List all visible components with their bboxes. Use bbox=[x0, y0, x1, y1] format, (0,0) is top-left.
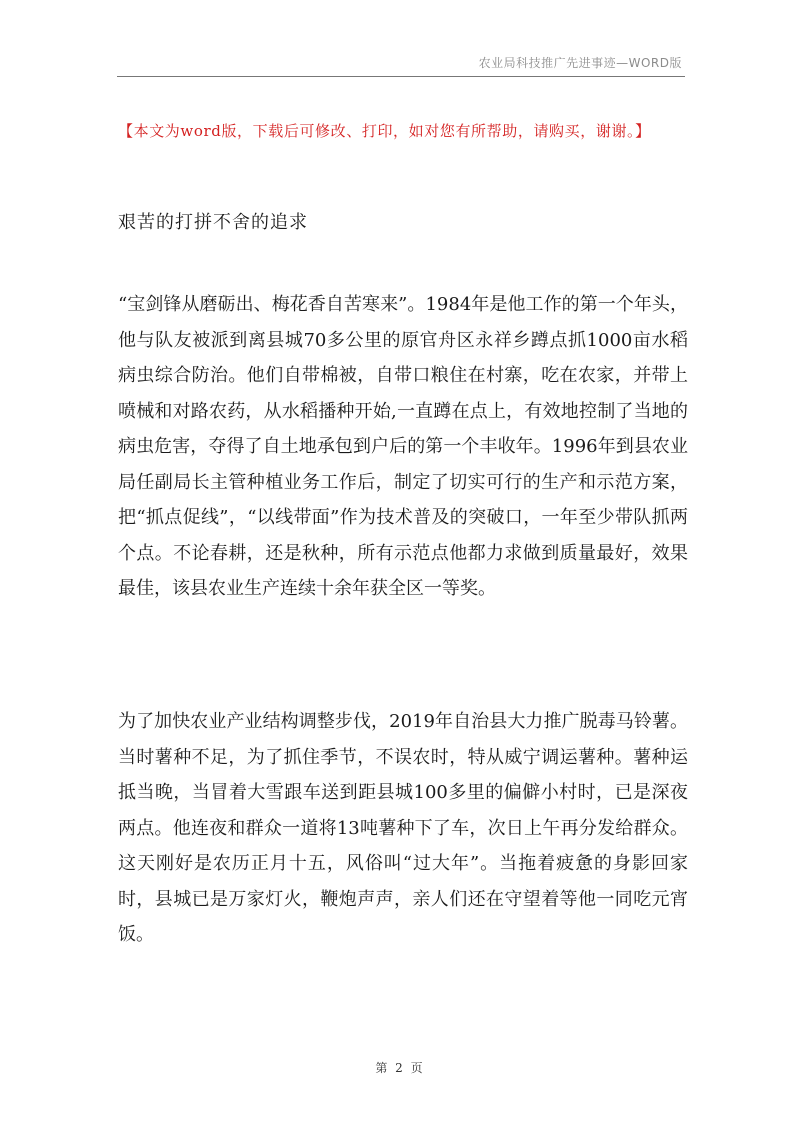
section-heading: 艰苦的打拼不舍的追求 bbox=[118, 212, 308, 233]
body-paragraph: 为了加快农业产业结构调整步伐，2019年自治县大力推广脱毒马铃薯。当时薯种不足，为了抓住季节，不误农时，特从威宁调运薯种。薯种运抵当晚，当冒着大雪跟车送到距县城100多里的偏僻小村时，已是深夜两点。他连夜和群众一道将13吨薯种下了车，次日上午再分发给群众。这天刚好是农历正月十五，风俗叫“过大年”。当拖着疲惫的身影回家时，县城已是万家灯火，鞭炮声声，亲人们还在守望着等他一同吃元宵饭。 bbox=[118, 711, 688, 945]
page-number: 第 2 页 bbox=[375, 1061, 425, 1075]
header-divider bbox=[117, 76, 685, 77]
purchase-notice: 【本文为word版，下载后可修改、打印，如对您有所帮助，请购买，谢谢。】 bbox=[118, 122, 651, 140]
body-paragraph: “宝剑锋从磨砺出、梅花香自苦寒来”。1984年是他工作的第一个年头，他与队友被派到离县城70多公里的原官舟区永祥乡蹲点抓1000亩水稻病虫综合防治。他们自带棉被，自带口粮住在村寨，吃在农家，并带上喷械和对路农药，从水稻播种开始,一直蹲在点上，有效地控制了当地的病虫危害，夺得了自土地承包到户后的第一个丰收年。1996年到县农业局任副局长主管种植业务工作后，制定了切实可行的生产和示范方案，把“抓点促线”，“以线带面”作为技术普及的突破口，一年至少带队抓两个点。不论春耕，还是秋种，所有示范点他都力求做到质量最好，效果最佳，该县农业生产连续十余年获全区一等奖。 bbox=[118, 294, 688, 599]
running-header: 农业局科技推广先进事迹—WORD版 bbox=[478, 56, 682, 70]
